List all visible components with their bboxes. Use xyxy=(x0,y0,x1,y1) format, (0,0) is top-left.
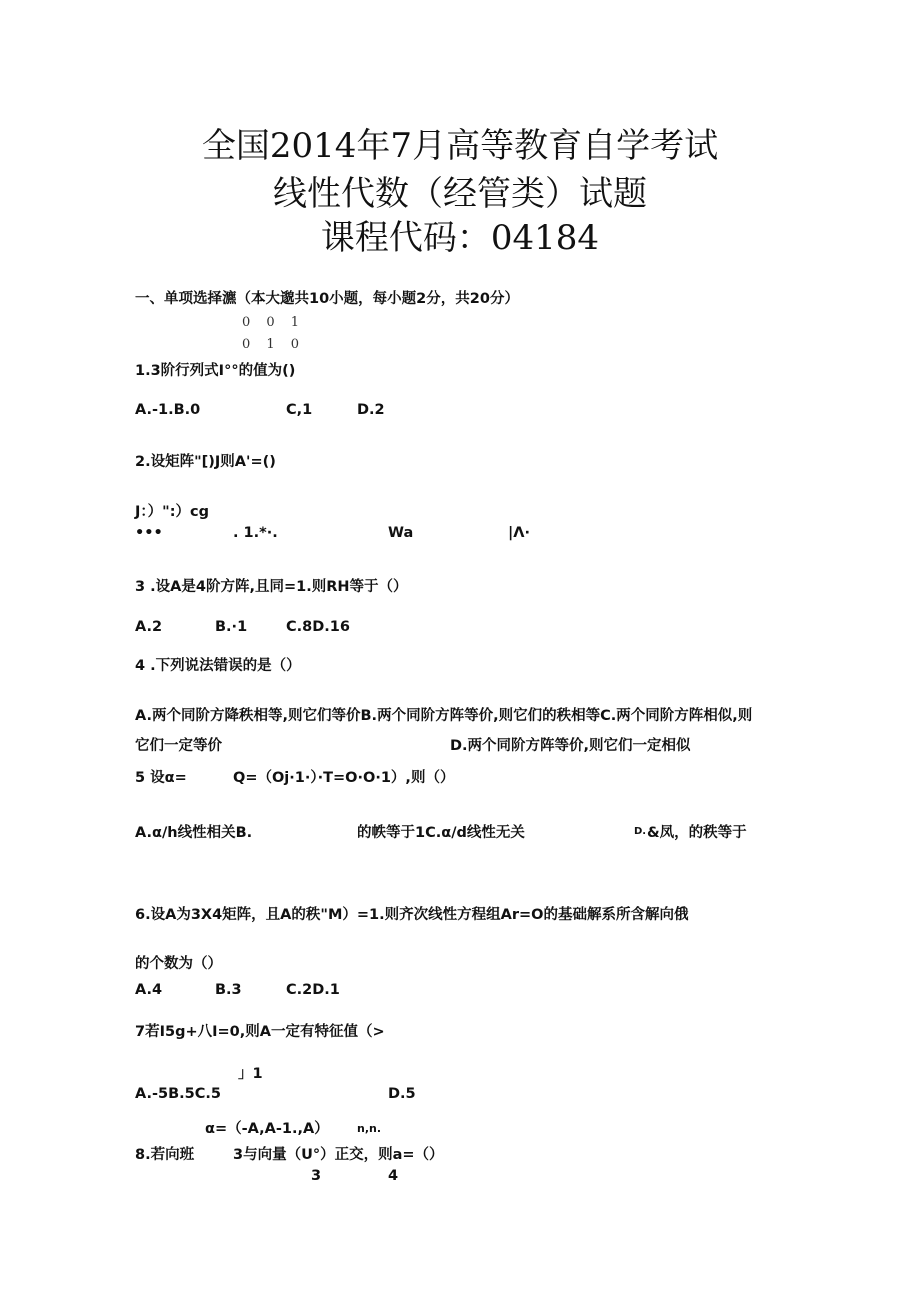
q7-stem: 7若I5g+八I=0,则A一定有特征值（> xyxy=(135,1024,385,1040)
q5-option-bc: 的帙等于1C.α/d线性无关 xyxy=(357,825,525,841)
q5-option-d-label: D. xyxy=(634,826,647,837)
q3-stem: 3 .设A是4阶方阵,且同=1.则RH等于（） xyxy=(135,579,408,595)
q3-option-a: A.2 xyxy=(135,619,163,635)
q5-option-d: &凤，的秩等于 xyxy=(647,825,747,841)
q3-option-b: B.·1 xyxy=(215,619,248,635)
q8-number-3: 3 xyxy=(311,1168,322,1184)
q2-stem: 2.设矩阵"[)J则A'=() xyxy=(135,454,276,470)
q7-option-d: D.5 xyxy=(388,1086,416,1102)
q2-fragment-b: . 1.*·. xyxy=(233,525,278,541)
exam-title: 全国2014年7月高等教育自学考试 xyxy=(201,126,719,166)
q1-stem: 1.3阶行列式I°°的值为() xyxy=(135,363,296,379)
q7-fraction: 」1 xyxy=(238,1066,263,1082)
q5-stem-right: Q=（Oj·1·）·T=O·O·1）,则（） xyxy=(233,770,455,786)
exam-subject: 线性代数（经管类）试题 xyxy=(273,174,647,214)
q4-options-line1: A.两个同阶方降秩相等,则它们等价B.两个同阶方阵等价,则它们的秩相等C.两个同阶方阵相似,则 xyxy=(135,708,753,724)
q1-option-c: C,1 xyxy=(286,402,313,418)
q7-option-abc: A.-5B.5C.5 xyxy=(135,1086,221,1102)
q1-matrix-row2: 0 1 0 xyxy=(242,337,306,352)
q6-option-cd: C.2D.1 xyxy=(286,982,340,998)
q2-fragment-c: Wa xyxy=(388,525,414,541)
q5-option-a: A.α/h线性相关B. xyxy=(135,825,253,841)
q2-fragment-d: |Λ· xyxy=(508,525,531,541)
q1-matrix-row1: 0 0 1 xyxy=(242,315,306,330)
q8-stem-right: 3与向量（U°）正交，则a=（） xyxy=(233,1147,444,1163)
q8-vector-tail: n,n. xyxy=(357,1122,382,1135)
q3-option-cd: C.8D.16 xyxy=(286,619,350,635)
q8-vector: α=（-A,A-1.,A） xyxy=(205,1121,329,1137)
section-heading: 一、单项选择瀌（本大邈共10小题，每小题2分，共20分） xyxy=(135,291,519,307)
q4-stem: 4 .下列说法错误的是（） xyxy=(135,658,301,674)
q4-option-d: D.两个同阶方阵等价,则它们一定相似 xyxy=(450,738,691,754)
q1-option-d: D.2 xyxy=(357,402,385,418)
course-code: 课程代码：04184 xyxy=(320,218,600,258)
q4-option-c-cont: 它们一定等价 xyxy=(135,738,222,754)
q2-line-a: J：）":）cg xyxy=(135,504,209,520)
q2-dots: ••• xyxy=(135,525,163,541)
q8-number-4: 4 xyxy=(388,1168,399,1184)
q8-stem-left: 8.若向班 xyxy=(135,1147,195,1163)
q6-stem: 6.设A为3X4矩阵，且A的秩"M）=1.则齐次线性方程组Ar=O的基础解系所含解向俄 xyxy=(135,907,689,923)
q6-stem-cont: 的个数为（） xyxy=(135,956,222,972)
q6-option-b: B.3 xyxy=(215,982,242,998)
q5-stem-left: 5 设α= xyxy=(135,770,187,786)
q1-option-ab: A.-1.B.0 xyxy=(135,402,201,418)
q6-option-a: A.4 xyxy=(135,982,163,998)
